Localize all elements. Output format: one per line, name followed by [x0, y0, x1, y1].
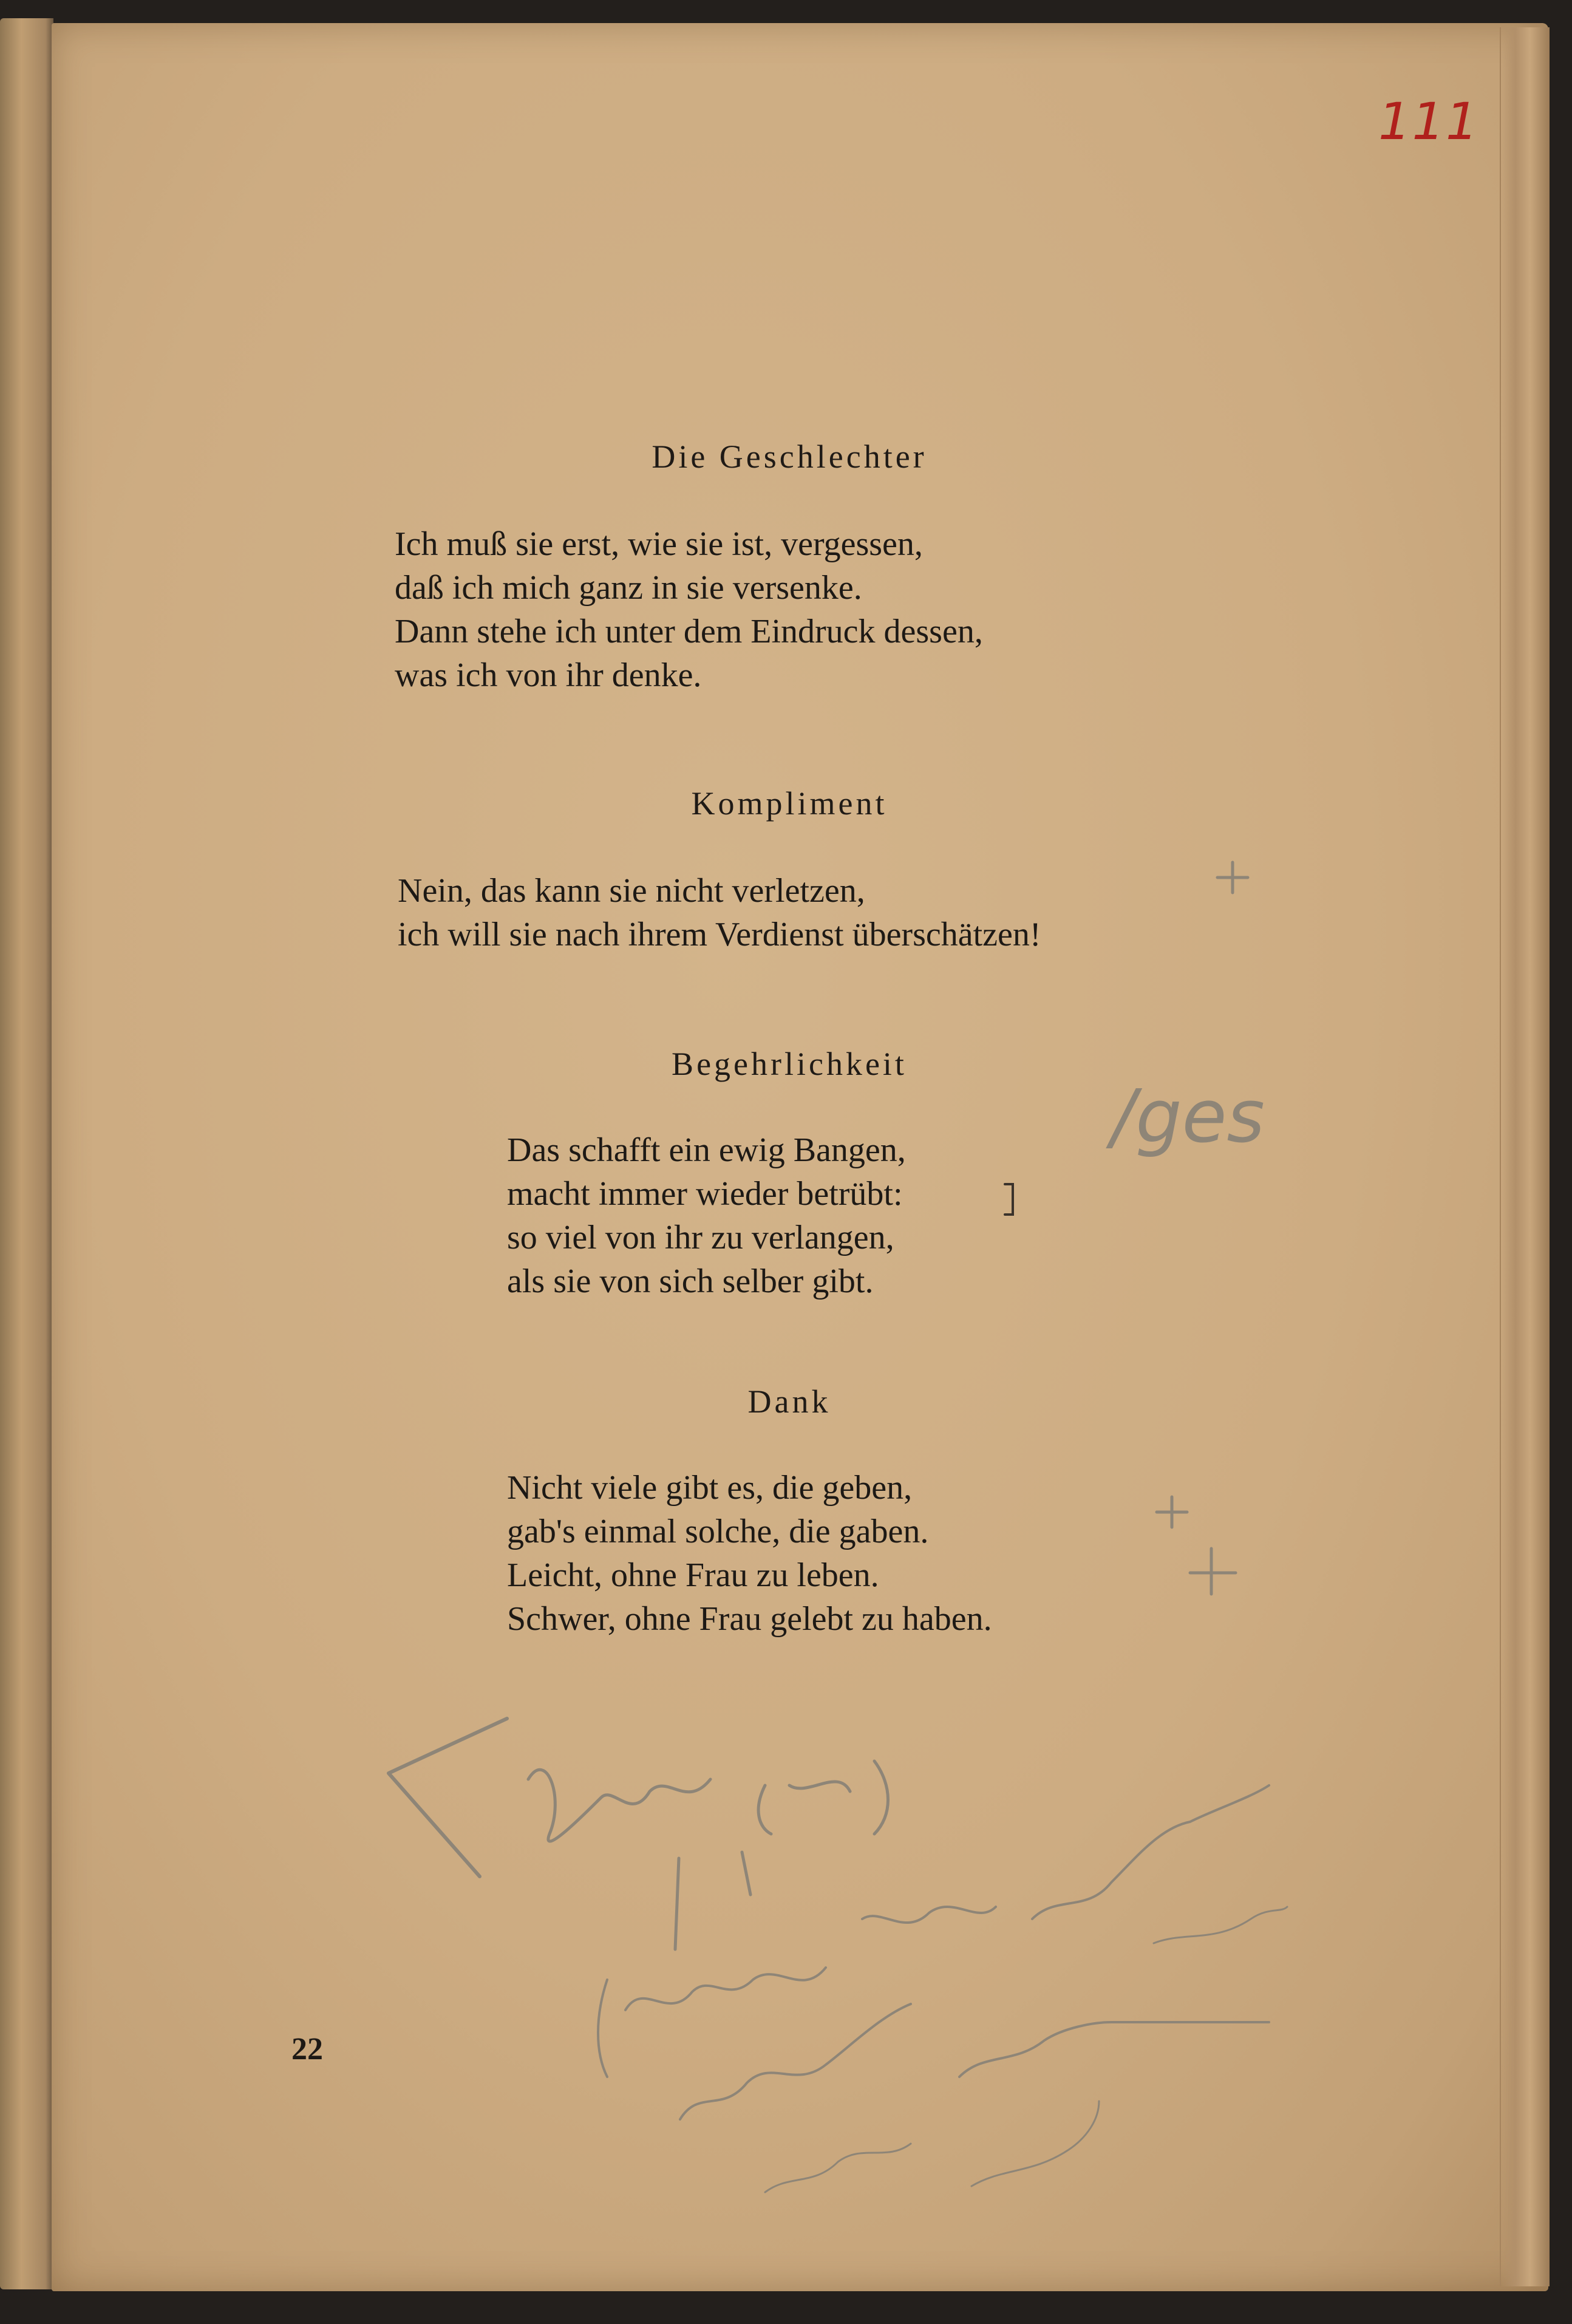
- folio-number: 111: [1378, 92, 1480, 151]
- pencil-cross-icon: [1190, 1549, 1236, 1594]
- poem-line: als sie von sich selber gibt.: [507, 1263, 874, 1300]
- handwritten-scribble-icon: [959, 2022, 1269, 2077]
- handwritten-scribble-icon: [598, 1907, 996, 2077]
- pencil-bracket-icon: [1005, 1184, 1013, 1215]
- margin-note-ges: /ges: [1111, 1075, 1265, 1159]
- pencil-stroke-icon: [675, 1858, 679, 1949]
- poem-line: Das schafft ein ewig Bangen,: [507, 1131, 906, 1169]
- handwritten-scribble-icon: [1154, 1907, 1287, 1943]
- poem-line: so viel von ihr zu verlangen,: [507, 1219, 894, 1256]
- poem-title-kompliment: Kompliment: [691, 785, 888, 822]
- poem-line: Dann stehe ich unter dem Eindruck dessen,: [395, 613, 983, 650]
- pencil-cross-icon: [1157, 1497, 1187, 1527]
- poem-title-dank: Dank: [747, 1383, 831, 1420]
- poem-line: Ich muß sie erst, wie sie ist, vergessen,: [395, 525, 923, 563]
- handwritten-scribble-icon: [680, 2004, 911, 2119]
- pencil-bracket-icon: [389, 1719, 507, 1876]
- handwritten-scribble-icon: [528, 1761, 888, 1841]
- pencil-stroke-icon: [742, 1852, 750, 1895]
- poem-line: daß ich mich ganz in sie versenke.: [395, 569, 862, 607]
- poem-line: Schwer, ohne Frau gelebt zu haben.: [507, 1600, 992, 1638]
- poem-line: Nicht viele gibt es, die geben,: [507, 1469, 913, 1507]
- handwritten-scribble-icon: [765, 2101, 1099, 2192]
- poem-line: Nein, das kann sie nicht verletzen,: [398, 872, 865, 910]
- poem-title-die-geschlechter: Die Geschlechter: [652, 438, 927, 475]
- poem-line: macht immer wieder betrübt:: [507, 1175, 903, 1213]
- pencil-cross-icon: [1217, 862, 1248, 893]
- poem-line: Leicht, ohne Frau zu leben.: [507, 1556, 879, 1594]
- handwritten-scribble-icon: [1032, 1785, 1269, 1919]
- poem-title-begehrlichkeit: Begehrlichkeit: [672, 1046, 907, 1082]
- poem-line: ich will sie nach ihrem Verdienst überschätzen!: [398, 916, 1041, 953]
- poem-line: gab's einmal solche, die gaben.: [507, 1513, 929, 1550]
- page-number: 22: [291, 2032, 323, 2067]
- poem-line: was ich von ihr denke.: [395, 656, 702, 694]
